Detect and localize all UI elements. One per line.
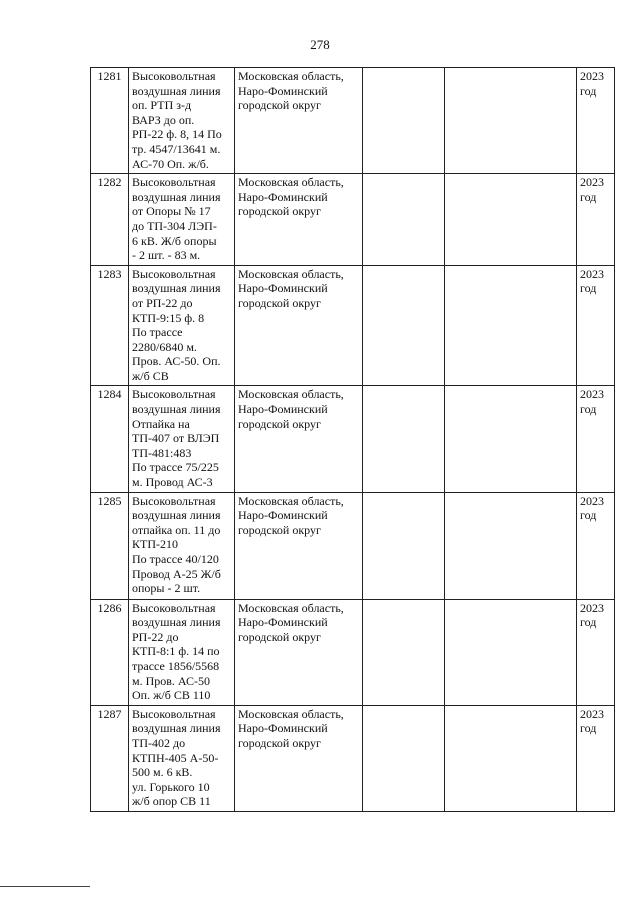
table-row bbox=[91, 68, 615, 174]
empty-cell bbox=[445, 492, 577, 599]
empty-cell bbox=[445, 705, 577, 811]
year-cell: 2023 год bbox=[577, 265, 615, 386]
location-cell: Московская область, Наро-Фоминский городской округ bbox=[235, 705, 363, 811]
object-name-cell: Высоковольтная воздушная линия оп. РТП з-д ВАРЗ до оп. РП-22 ф. 8, 14 По тр. 4547/13641 м. АС-70 Оп. ж/б. bbox=[129, 68, 235, 174]
year-cell: 2023 год bbox=[577, 68, 615, 174]
empty-cell bbox=[445, 386, 577, 492]
empty-cell bbox=[445, 68, 577, 174]
year-cell: 2023 год bbox=[577, 705, 615, 811]
table-row bbox=[91, 599, 615, 705]
empty-cell bbox=[363, 265, 445, 386]
empty-cell bbox=[363, 174, 445, 266]
location-cell: Московская область, Наро-Фоминский городской округ bbox=[235, 599, 363, 705]
year-cell: 2023 год bbox=[577, 174, 615, 266]
empty-cell bbox=[363, 68, 445, 174]
row-number-cell: 1286 bbox=[91, 599, 129, 705]
table-row bbox=[91, 492, 615, 599]
row-number-cell: 1281 bbox=[91, 68, 129, 174]
location-cell: Московская область, Наро-Фоминский городской округ bbox=[235, 68, 363, 174]
page-number: 278 bbox=[310, 37, 330, 52]
row-number-cell: 1285 bbox=[91, 492, 129, 599]
object-name-cell: Высоковольтная воздушная линия от Опоры № 17 до ТП-304 ЛЭП- 6 кВ. Ж/б опоры - 2 шт. - 83 м. bbox=[129, 174, 235, 266]
table-row bbox=[91, 705, 615, 811]
object-name-cell: Высоковольтная воздушная линия РП-22 до КТП-8:1 ф. 14 по трассе 1856/5568 м. Пров. АС-50 Оп. ж/б СВ 110 bbox=[129, 599, 235, 705]
object-name-cell: Высоковольтная воздушная линия Отпайка на ТП-407 от ВЛЭП ТП-481:483 По трассе 75/225 м. Провод АС-3 bbox=[129, 386, 235, 492]
location-cell: Московская область, Наро-Фоминский городской округ bbox=[235, 386, 363, 492]
table-row bbox=[91, 265, 615, 386]
footer-rule bbox=[0, 886, 90, 887]
empty-cell bbox=[363, 599, 445, 705]
registry-table bbox=[90, 67, 615, 812]
empty-cell bbox=[363, 492, 445, 599]
location-cell: Московская область, Наро-Фоминский городской округ bbox=[235, 265, 363, 386]
year-cell: 2023 год bbox=[577, 599, 615, 705]
table-row bbox=[91, 386, 615, 492]
row-number-cell: 1284 bbox=[91, 386, 129, 492]
empty-cell bbox=[363, 705, 445, 811]
object-name-cell: Высоковольтная воздушная линия отпайка оп. 11 до КТП-210 По трассе 40/120 Провод А-25 Ж/б опоры - 2 шт. bbox=[129, 492, 235, 599]
empty-cell bbox=[363, 386, 445, 492]
empty-cell bbox=[445, 174, 577, 266]
row-number-cell: 1287 bbox=[91, 705, 129, 811]
row-number-cell: 1282 bbox=[91, 174, 129, 266]
row-number-cell: 1283 bbox=[91, 265, 129, 386]
location-cell: Московская область, Наро-Фоминский городской округ bbox=[235, 492, 363, 599]
empty-cell bbox=[445, 599, 577, 705]
empty-cell bbox=[445, 265, 577, 386]
year-cell: 2023 год bbox=[577, 386, 615, 492]
location-cell: Московская область, Наро-Фоминский городской округ bbox=[235, 174, 363, 266]
table-row bbox=[91, 174, 615, 266]
object-name-cell: Высоковольтная воздушная линия ТП-402 до КТПН-405 А-50- 500 м. 6 кВ. ул. Горького 10 ж/б опор СВ 11 bbox=[129, 705, 235, 811]
year-cell: 2023 год bbox=[577, 492, 615, 599]
object-name-cell: Высоковольтная воздушная линия от РП-22 до КТП-9:15 ф. 8 По трассе 2280/6840 м. Пров. АС-50. Оп. ж/б СВ bbox=[129, 265, 235, 386]
